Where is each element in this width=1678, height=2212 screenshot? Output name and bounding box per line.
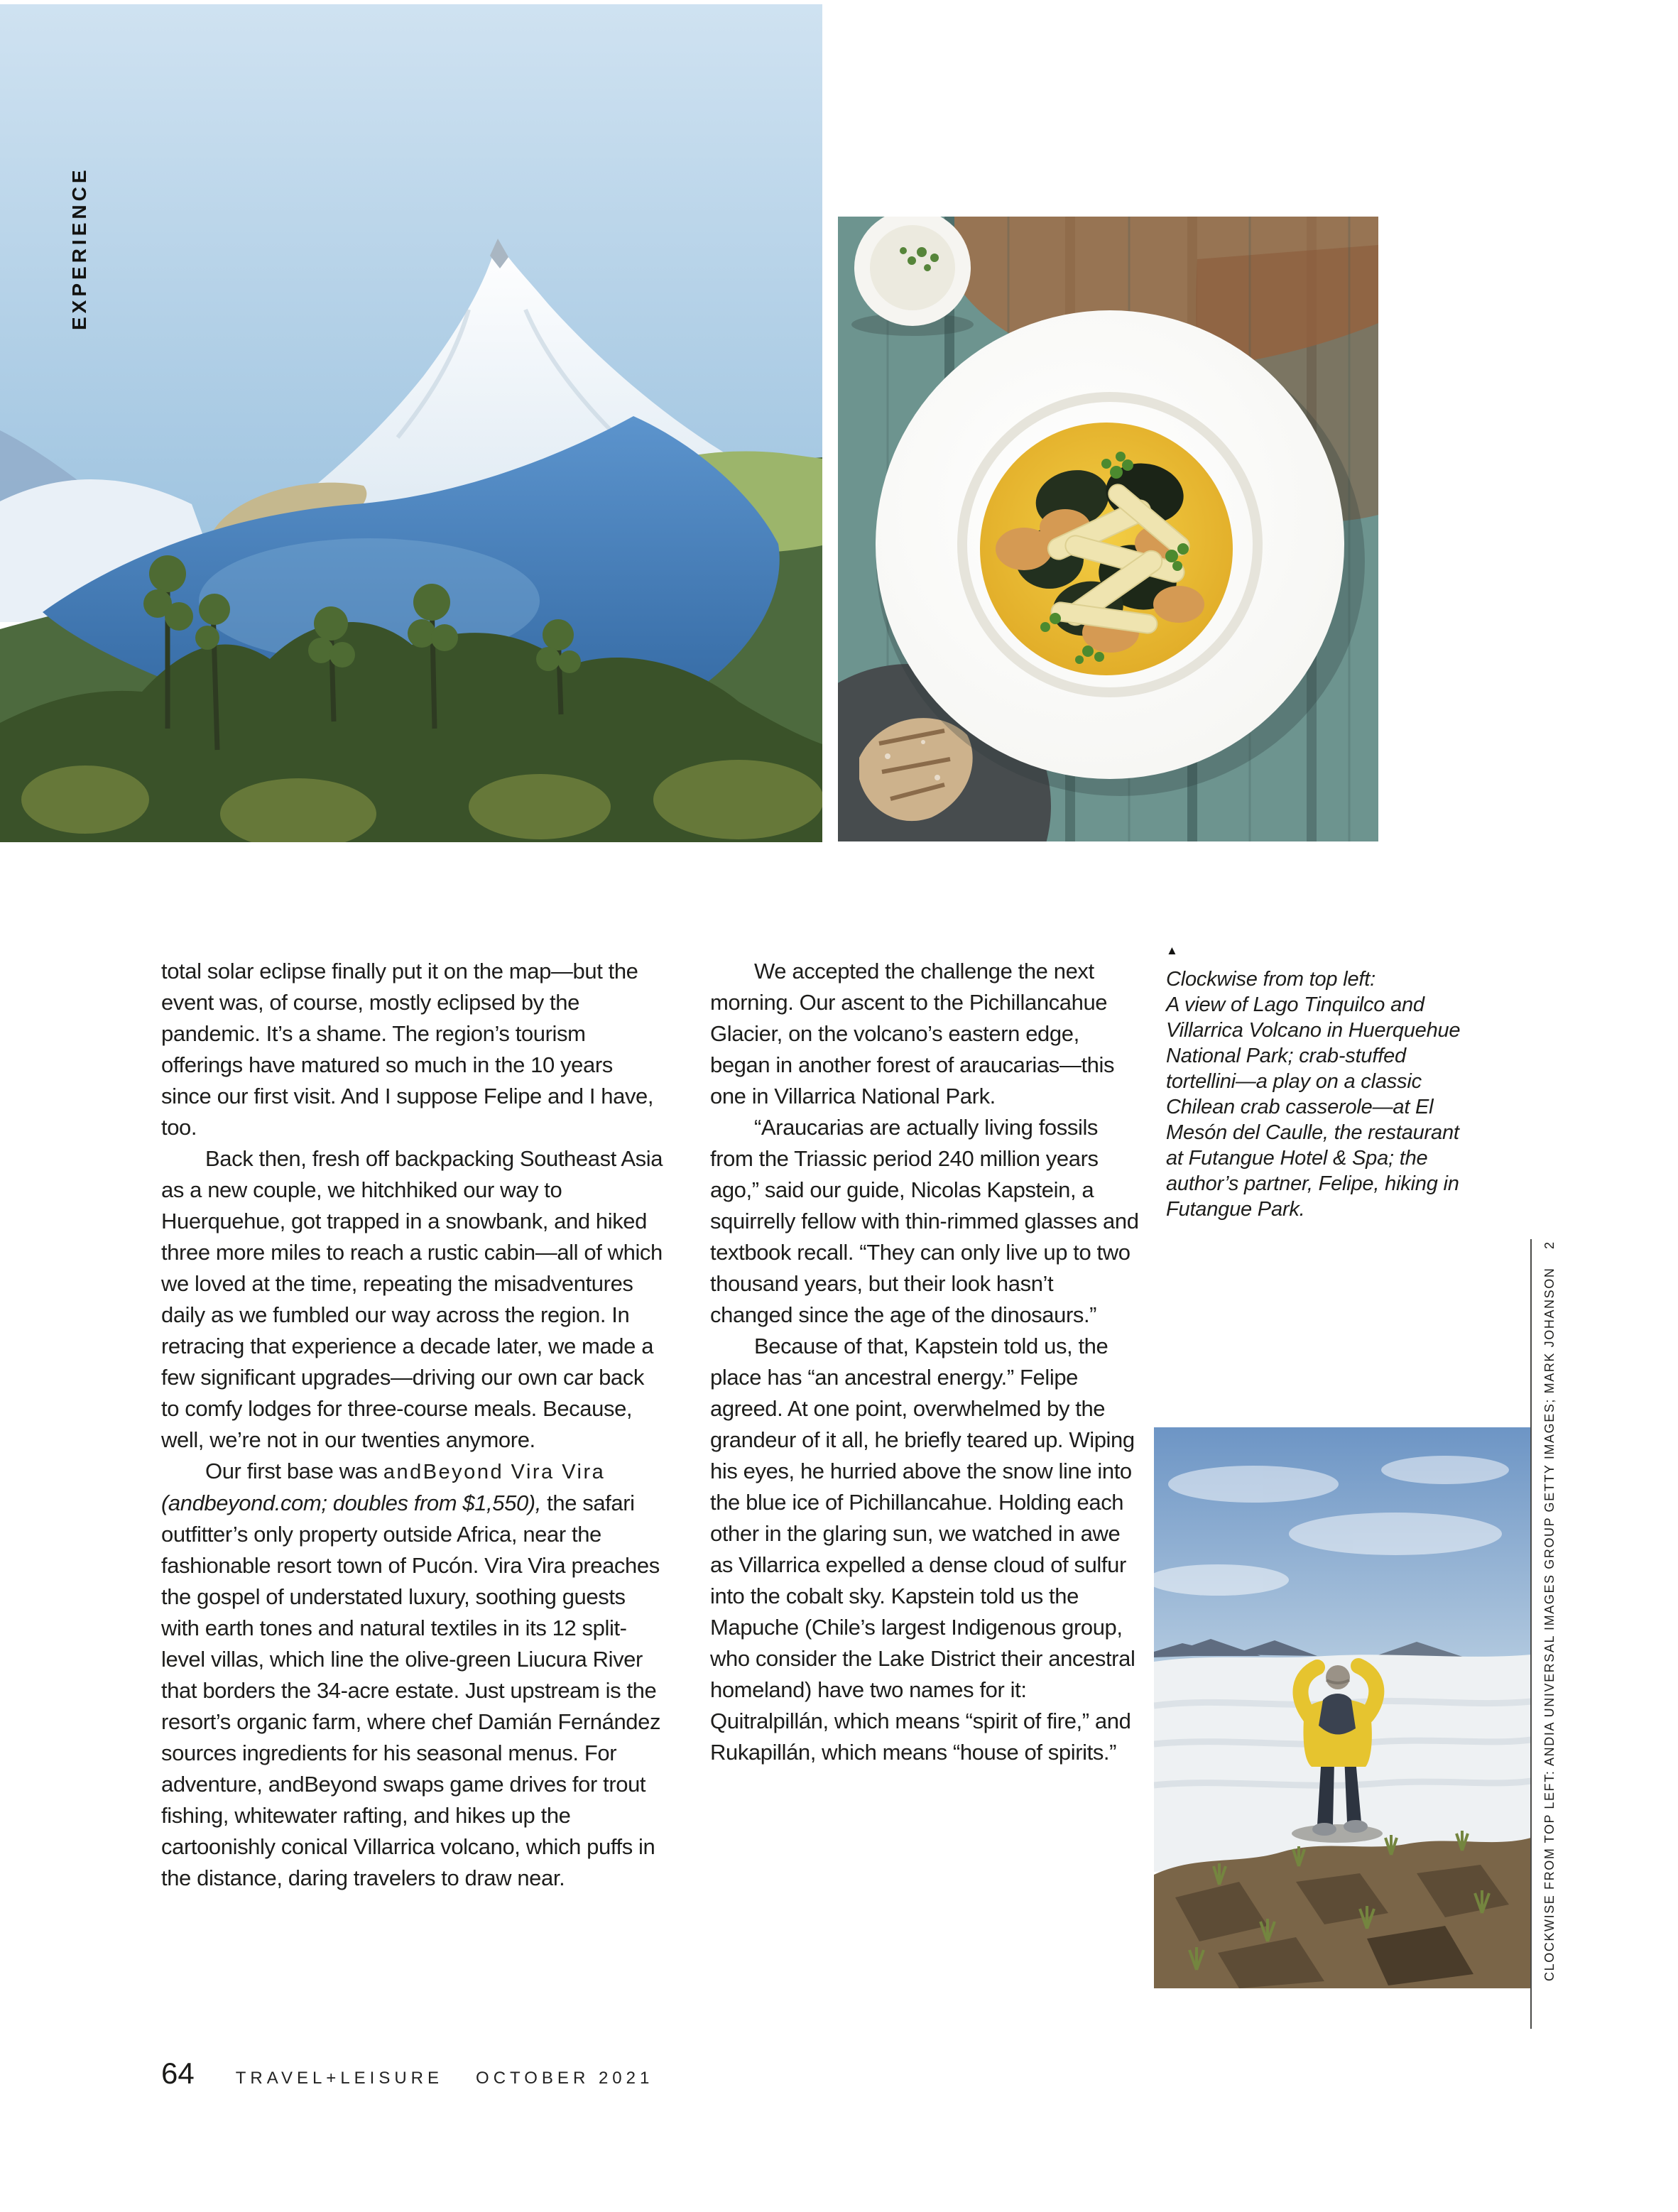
- paragraph: Because of that, Kapstein told us, the place has “an ancestral energy.” Felipe agreed. At one point, overwhelmed by the grandeur of it all, he briefly teared up. Wiping his eyes, he hurried above the snow line into the blue ice of Pichillancahue. Holding each other in the glaring sun, we watched in awe as Villarrica expelled a dense cloud of sulfur into the cobalt sky. Kapstein told us the Mapuche (Chile’s largest Indigenous group, who consider the Lake District their ancestral homeland) have two names for it: Quitralpillán, which means “spirit of fire,” and Rukapillán, which means “house of spirits.”: [710, 1334, 1135, 1765]
- article-column-1: [161, 956, 667, 1894]
- landscape-photo: [0, 4, 822, 842]
- triangle-up-icon: ▲: [1166, 944, 1178, 957]
- brand-name: andBeyond Vira Vira: [383, 1461, 606, 1483]
- hiker-illustration: [1154, 1427, 1531, 1988]
- paragraph: [161, 1456, 667, 1894]
- person-shoe: [1344, 1820, 1368, 1833]
- paragraph: Back then, fresh off backpacking Southeast Asia as a new couple, we hitchhiked our way to Huerquehue, got trapped in a snowbank, and hiked three more miles to reach a rustic cabin—all of which we loved at the time, repeating the misadventures daily as we fumbled our way across the region. In retracing that experience a decade later, we made a few significant upgrades—driving our own car back to comfy lodges for three-course meals. Because, well, we’re not in our twenties anymore.: [161, 1146, 663, 1452]
- person-shoe: [1312, 1823, 1336, 1836]
- caption-body: A view of Lago Tinquilco and Villarrica Volcano in Huerquehue National Park; crab-stuffed tortellini—a play on a classic Chilean crab casserole—at El Mesón del Caulle, the restaurant at Futangue Hotel & Spa; the author’s partner, Felipe, hiking in Futangue Park.: [1166, 993, 1461, 1221]
- paragraph-text: the safari outfitter’s only property outside Africa, near the fashionable resort town of Pucón. Vira Vira preaches the gospel of understated luxury, soothing guests with earth tones and natural textiles in its 12 split-level villas, which line the olive-green Liucura River that borders the 34-acre estate. Just upstream is the resort’s organic farm, where chef Damián Fernández sources ingredients for his seasonal menus. For adventure, andBeyond swaps game drives for trout fishing, whitewater rafting, and hikes up the cartoonishly conical Villarrica volcano, which puffs in the distance, daring travelers to draw near.: [161, 1491, 661, 1890]
- caption-text: [1166, 966, 1473, 1222]
- person-shadow: [1292, 1824, 1383, 1843]
- photo-credit: [1542, 1240, 1564, 1981]
- paragraph-text: Our first base was: [205, 1459, 383, 1483]
- bowl-inner: [870, 225, 955, 310]
- paragraph: total solar eclipse finally put it on the map—but the event was, of course, mostly eclipsed by the pandemic. It’s a shame. The region’s tourism offerings have matured so much in the 10 years since our first visit. And I suppose Felipe and I have, too.: [161, 959, 654, 1140]
- jacket-hood: [1319, 1694, 1356, 1735]
- paragraph: We accepted the challenge the next morning. Our ascent to the Pichillancahue Glacier, on the volcano’s eastern edge, began in another forest of araucarias—this one in Villarrica National Park.: [710, 959, 1115, 1108]
- photo-caption: [1166, 944, 1473, 1222]
- dish-photo: [838, 217, 1378, 841]
- booking-info: (andbeyond.com; doubles from $1,550),: [161, 1491, 541, 1515]
- landscape-illustration: [0, 4, 822, 842]
- dish-illustration: [838, 217, 1378, 841]
- photo-credit-text: CLOCKWISE FROM TOP LEFT: ANDIA UNIVERSAL IMAGES GROUP GETTY IMAGES; MARK JOHANSON: [1542, 1267, 1557, 1981]
- paragraph: “Araucarias are actually living fossils from the Triassic period 240 million years ago,” said our guide, Nicolas Kapstein, a squirrelly fellow with thin-rimmed glasses and textbook recall. “They can only live up to two thousand years, but their look hasn’t changed since the age of the dinosaurs.”: [710, 1115, 1139, 1327]
- person-beanie: [1326, 1665, 1350, 1689]
- hiker-photo: [1154, 1427, 1531, 1988]
- article-column-2: [710, 956, 1140, 1768]
- page-footer: [161, 2056, 653, 2091]
- page-number: 64: [161, 2056, 195, 2090]
- credit-rule: [1530, 1239, 1532, 2029]
- issue-date: OCTOBER 2021: [476, 2069, 654, 2088]
- photo-credit-number: 2: [1542, 1240, 1557, 1249]
- magazine-name: TRAVEL+LEISURE: [235, 2069, 444, 2088]
- section-label: EXPERIENCE: [68, 166, 90, 330]
- caption-lead: Clockwise from top left:: [1166, 968, 1375, 991]
